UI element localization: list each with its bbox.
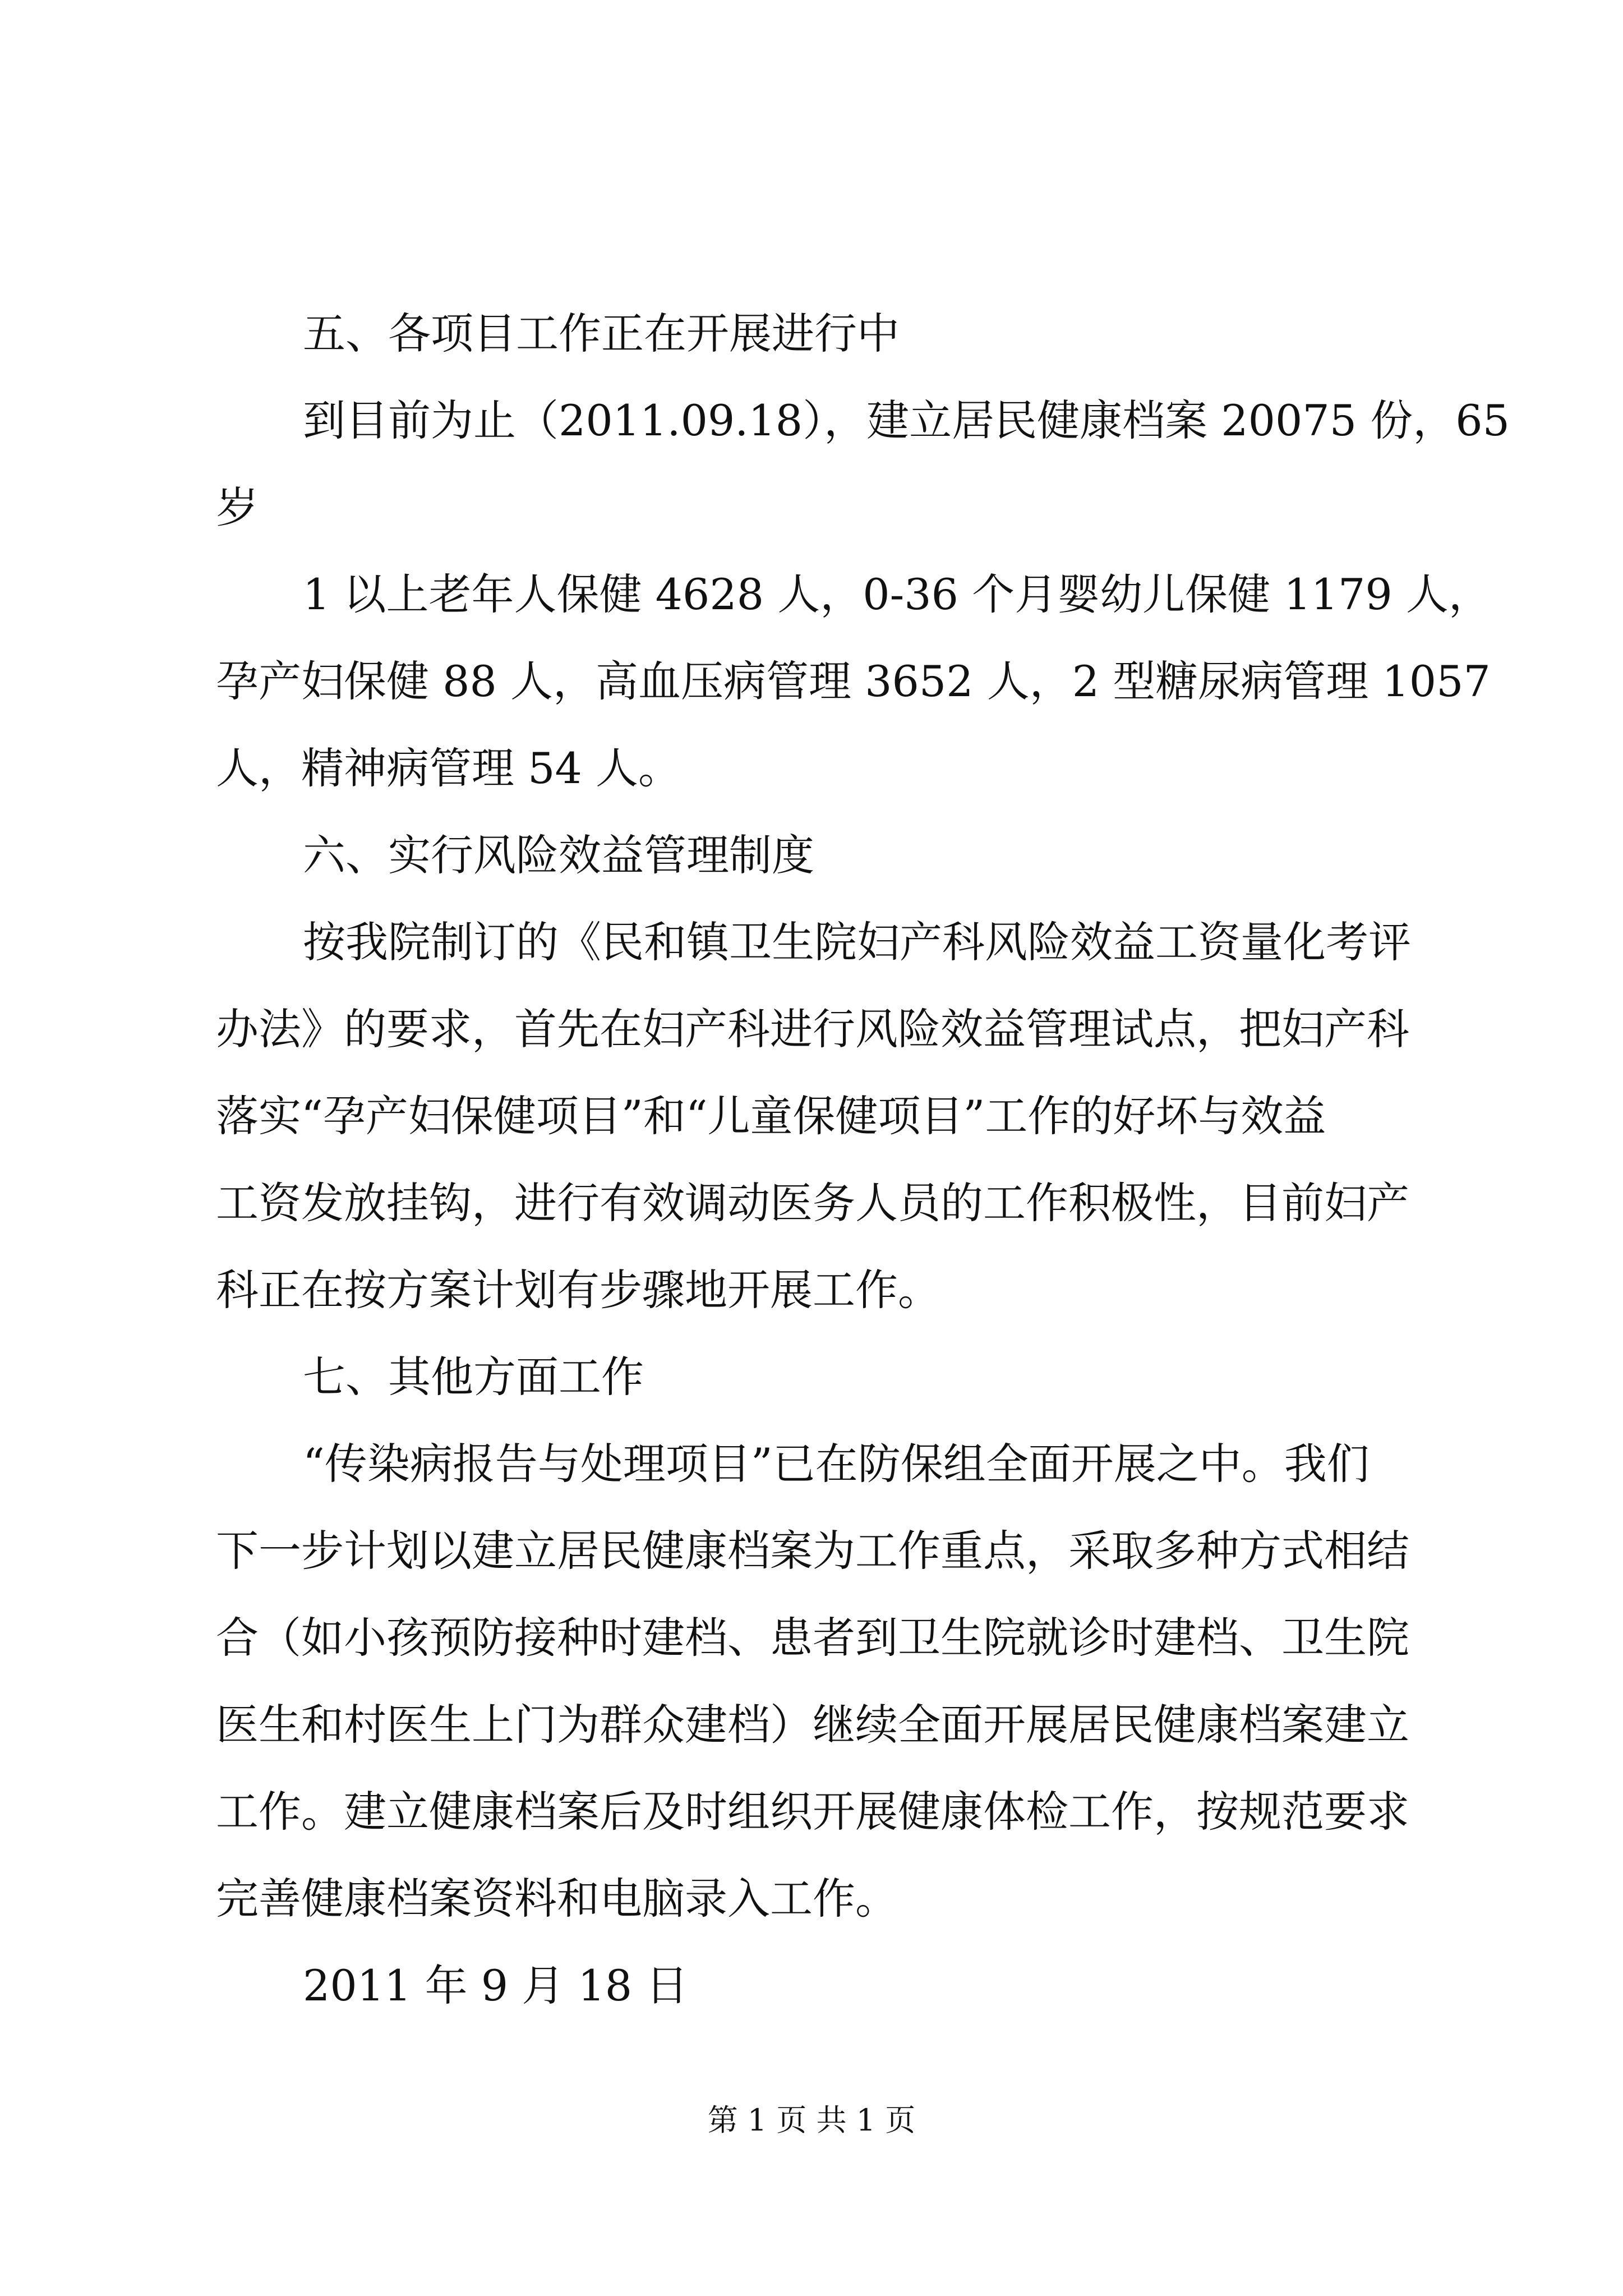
paragraph-line: 1 以上老年人保健 4628 人，0-36 个月婴幼儿保健 1179 人， <box>303 569 1491 619</box>
paragraph-line: 到目前为止（2011.09.18），建立居民健康档案 20075 份，65 <box>303 395 1510 445</box>
paragraph-line: 岁 <box>216 482 259 532</box>
paragraph-line: 工作。建立健康档案后及时组织开展健康体检工作，按规范要求 <box>216 1787 1409 1837</box>
paragraph-line: 完善健康档案资料和电脑录入工作。 <box>216 1874 898 1924</box>
paragraph-line: 医生和村医生上门为群众建档）继续全面开展居民健康档案建立 <box>216 1700 1409 1750</box>
paragraph-line: 落实“孕产妇保健项目”和“儿童保健项目”工作的好坏与效益 <box>216 1091 1326 1141</box>
page-number-footer: 第 1 页 共 1 页 <box>707 2102 916 2138</box>
section-heading-5: 五、各项目工作正在开展进行中 <box>303 309 900 358</box>
paragraph-line: 人，精神病管理 54 人。 <box>216 743 681 793</box>
paragraph-line: 办法》的要求，首先在妇产科进行风险效益管理试点，把妇产科 <box>216 1004 1409 1054</box>
section-heading-7: 七、其他方面工作 <box>303 1352 644 1402</box>
section-heading-6: 六、实行风险效益管理制度 <box>303 830 814 880</box>
paragraph-line: 合（如小孩预防接种时建档、患者到卫生院就诊时建档、卫生院 <box>216 1613 1409 1663</box>
paragraph-line: 下一步计划以建立居民健康档案为工作重点，采取多种方式相结 <box>216 1526 1409 1576</box>
paragraph-line: 科正在按方案计划有步骤地开展工作。 <box>216 1265 940 1315</box>
paragraph-line: 工资发放挂钩，进行有效调动医务人员的工作积极性，目前妇产 <box>216 1178 1409 1228</box>
document-date: 2011 年 9 月 18 日 <box>303 1961 689 2010</box>
paragraph-line: 孕产妇保健 88 人，高血压病管理 3652 人，2 型糖尿病管理 1057 <box>216 656 1491 706</box>
paragraph-line: “传染病报告与处理项目”已在防保组全面开展之中。我们 <box>303 1439 1370 1489</box>
paragraph-line: 按我院制订的《民和镇卫生院妇产科风险效益工资量化考评 <box>303 917 1411 967</box>
